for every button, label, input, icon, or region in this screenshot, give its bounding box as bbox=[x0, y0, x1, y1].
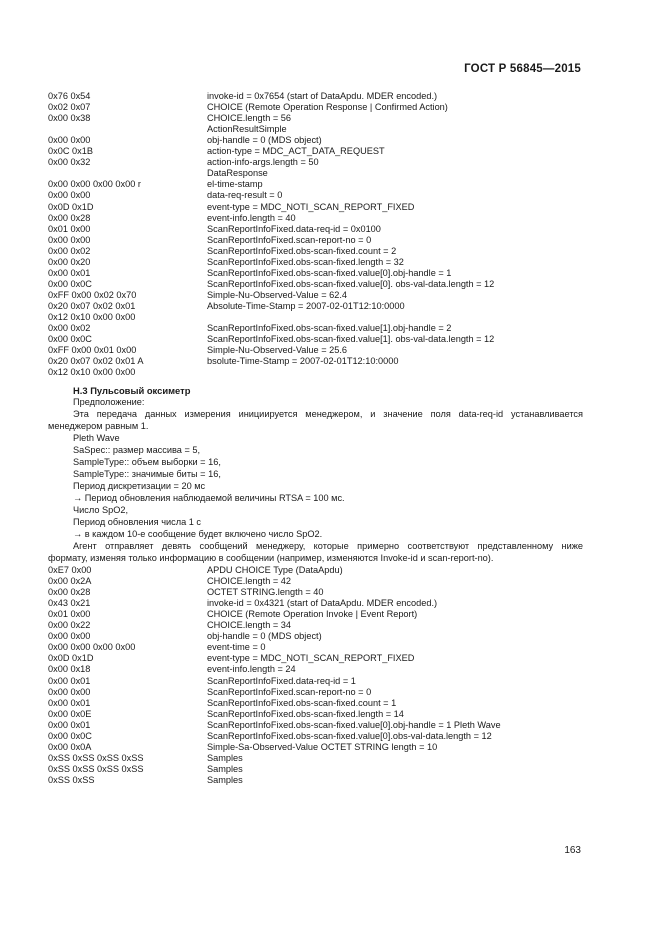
sa-spec-line: SaSpec:: размер массива = 5, bbox=[73, 445, 201, 455]
hex-bytes: 0x00 0x0C bbox=[48, 334, 92, 345]
hex-bytes: 0x01 0x00 bbox=[48, 609, 91, 620]
hex-bytes: 0x00 0x38 bbox=[48, 113, 91, 124]
hex-bytes: 0x12 0x10 0x00 0x00 bbox=[48, 367, 136, 378]
hex-bytes: 0x00 0x2A bbox=[48, 576, 92, 587]
hex-bytes: 0x00 0x0E bbox=[48, 708, 92, 719]
hex-bytes: 0xSS 0xSS bbox=[48, 774, 95, 785]
field-description: event-info.length = 40 bbox=[207, 212, 296, 223]
field-description: bsolute-Time-Stamp = 2007-02-01T12:10:0000 bbox=[207, 356, 399, 367]
hex-bytes: 0x00 0x01 bbox=[48, 719, 91, 730]
every-10th-line: → в каждом 10-е сообщение будет включено число SpO2. bbox=[73, 529, 323, 539]
field-description: CHOICE.length = 42 bbox=[207, 576, 292, 587]
field-description: ScanReportInfoFixed.obs-scan-fixed.count = 1 bbox=[207, 697, 397, 708]
intro-paragraph-line-2: менеджером равным 1. bbox=[48, 421, 149, 431]
field-description: invoke-id = 0x4321 (start of DataApdu. MDER encoded.) bbox=[207, 598, 438, 609]
hex-bytes: 0xFF 0x00 0x01 0x00 bbox=[48, 345, 137, 356]
field-description: ScanReportInfoFixed.obs-scan-fixed.value[0].obj-handle = 1 Pleth Wave bbox=[207, 719, 501, 730]
pleth-wave-label: Pleth Wave bbox=[73, 433, 120, 443]
field-description: ScanReportInfoFixed.obs-scan-fixed.value[1]. obs-val-data.length = 12 bbox=[207, 334, 495, 345]
hex-bytes: 0x00 0x32 bbox=[48, 157, 91, 168]
agent-paragraph-line-2: формату, изменяя только информацию в сообщении (например, изменяются Invoke-id и scan-report-no). bbox=[48, 553, 494, 563]
hex-bytes: 0x00 0x01 bbox=[48, 267, 91, 278]
field-description: OCTET STRING.length = 40 bbox=[207, 587, 324, 598]
hex-bytes: 0x00 0x00 bbox=[48, 135, 91, 146]
hex-bytes: 0x00 0x02 bbox=[48, 323, 91, 334]
field-description: ScanReportInfoFixed.obs-scan-fixed.length = 32 bbox=[207, 256, 404, 267]
sampling-period-line: Период дискретизации = 20 мс bbox=[73, 481, 206, 491]
rtsa-line: → Период обновления наблюдаемой величины RTSA = 100 мс. bbox=[73, 493, 345, 503]
field-description: Simple-Nu-Observed-Value = 25.6 bbox=[207, 345, 348, 356]
field-description: ScanReportInfoFixed.obs-scan-fixed.count = 2 bbox=[207, 245, 397, 256]
hex-bytes: 0x01 0x00 bbox=[48, 223, 91, 234]
field-description: data-req-result = 0 bbox=[207, 190, 283, 201]
sample-type-line-2: SampleType:: значимые биты = 16, bbox=[73, 469, 221, 479]
hex-bytes: 0x12 0x10 0x00 0x00 bbox=[48, 312, 136, 322]
hex-bytes: 0x0D 0x1D bbox=[48, 653, 94, 664]
section-heading: Н.3 Пульсовый оксиметр bbox=[73, 385, 191, 396]
hex-bytes: 0x43 0x21 bbox=[48, 598, 91, 609]
field-description: CHOICE.length = 56 bbox=[207, 113, 292, 124]
field-description: event-type = MDC_NOTI_SCAN_REPORT_FIXED bbox=[207, 201, 415, 212]
field-description: ScanReportInfoFixed.data-req-id = 1 bbox=[207, 675, 356, 686]
hex-bytes: 0x00 0x00 0x00 0x00 bbox=[48, 642, 136, 653]
spo2-label: Число SpO2, bbox=[73, 505, 129, 515]
hex-bytes: 0x00 0x00 0x00 0x00 r bbox=[48, 179, 141, 190]
field-description: event-time = 0 bbox=[207, 642, 266, 653]
hex-bytes: 0x0C 0x1B bbox=[48, 146, 93, 157]
field-description: Samples bbox=[207, 774, 243, 785]
hex-bytes: 0x00 0x01 bbox=[48, 675, 91, 686]
page-number: 163 bbox=[564, 845, 581, 856]
field-description: Absolute-Time-Stamp = 2007-02-01T12:10:0000 bbox=[207, 300, 405, 311]
hex-bytes: 0x00 0x00 bbox=[48, 686, 91, 697]
hex-bytes: 0x00 0x00 bbox=[48, 234, 91, 245]
field-description: event-info.length = 24 bbox=[207, 664, 296, 675]
hex-bytes: 0x00 0x00 bbox=[48, 190, 91, 201]
assumption-label: Предположение: bbox=[73, 397, 145, 407]
hex-bytes: 0x20 0x07 0x02 0x01 A bbox=[48, 356, 144, 367]
hex-bytes: 0xFF 0x00 0x02 0x70 bbox=[48, 289, 137, 300]
agent-paragraph-line-1: Агент отправляет девять сообщений менеджеру, которые примерно соответствуют представленному ниже bbox=[73, 541, 583, 551]
hex-bytes: 0x00 0x02 bbox=[48, 245, 91, 256]
field-description: invoke-id = 0x7654 (start of DataApdu. MDER encoded.) bbox=[207, 91, 438, 101]
field-description: ScanReportInfoFixed.scan-report-no = 0 bbox=[207, 686, 372, 697]
hex-bytes: 0x00 0x22 bbox=[48, 620, 91, 631]
field-description: Samples bbox=[207, 763, 243, 774]
field-description: obj-handle = 0 (MDS object) bbox=[207, 631, 322, 642]
field-description: CHOICE (Remote Operation Response | Confirmed Action) bbox=[207, 102, 448, 113]
field-description: Simple-Sa-Observed-Value OCTET STRING length = 10 bbox=[207, 741, 438, 752]
field-description: APDU CHOICE Type (DataApdu) bbox=[207, 565, 343, 575]
hex-bytes: 0x00 0x0C bbox=[48, 278, 92, 289]
field-description: action-info-args.length = 50 bbox=[207, 157, 319, 168]
hex-bytes: 0x00 0x18 bbox=[48, 664, 91, 675]
field-description: ScanReportInfoFixed.obs-scan-fixed.length = 14 bbox=[207, 708, 404, 719]
hex-bytes: 0x76 0x54 bbox=[48, 91, 91, 101]
field-description: ScanReportInfoFixed.obs-scan-fixed.value[0]. obs-val-data.length = 12 bbox=[207, 278, 495, 289]
field-description: event-type = MDC_NOTI_SCAN_REPORT_FIXED bbox=[207, 653, 415, 664]
hex-bytes: 0xSS 0xSS 0xSS 0xSS bbox=[48, 752, 144, 763]
hex-bytes: 0x00 0x01 bbox=[48, 697, 91, 708]
field-description: ActionResultSimple bbox=[207, 124, 287, 135]
intro-paragraph-line-1: Эта передача данных измерения инициируется менеджером, и значение поля data-req-id устанавливается bbox=[73, 409, 583, 419]
field-description: Simple-Nu-Observed-Value = 62.4 bbox=[207, 289, 348, 300]
field-description: action-type = MDC_ACT_DATA_REQUEST bbox=[207, 146, 385, 157]
field-description: CHOICE.length = 34 bbox=[207, 620, 292, 631]
hex-bytes: 0xSS 0xSS 0xSS 0xSS bbox=[48, 763, 144, 774]
field-description: ScanReportInfoFixed.obs-scan-fixed.value[1].obj-handle = 2 bbox=[207, 323, 452, 334]
hex-bytes: 0x00 0x20 bbox=[48, 256, 91, 267]
hex-bytes: 0x00 0x28 bbox=[48, 587, 91, 598]
spo2-period-line: Период обновления числа 1 с bbox=[73, 517, 201, 527]
hex-bytes: 0x00 0x00 bbox=[48, 631, 91, 642]
hex-bytes: 0x00 0x28 bbox=[48, 212, 91, 223]
hex-bytes: 0x0D 0x1D bbox=[48, 201, 94, 212]
field-description: ScanReportInfoFixed.data-req-id = 0x0100 bbox=[207, 223, 381, 234]
field-description: ScanReportInfoFixed.obs-scan-fixed.value[0].obs-val-data.length = 12 bbox=[207, 730, 492, 741]
field-description: Samples bbox=[207, 752, 243, 763]
field-description: ScanReportInfoFixed.obs-scan-fixed.value[0].obj-handle = 1 bbox=[207, 267, 452, 278]
hex-bytes: 0x20 0x07 0x02 0x01 bbox=[48, 300, 136, 311]
field-description: DataResponse bbox=[207, 168, 268, 179]
field-description: CHOICE (Remote Operation Invoke | Event Report) bbox=[207, 609, 418, 620]
hex-bytes: 0x02 0x07 bbox=[48, 102, 91, 113]
field-description: el-time-stamp bbox=[207, 179, 263, 190]
hex-bytes: 0x00 0x0A bbox=[48, 741, 92, 752]
field-description: ScanReportInfoFixed.scan-report-no = 0 bbox=[207, 234, 372, 245]
hex-bytes: 0x00 0x0C bbox=[48, 730, 92, 741]
sample-type-line-1: SampleType:: объем выборки = 16, bbox=[73, 457, 221, 467]
document-header: ГОСТ Р 56845—2015 bbox=[464, 63, 581, 75]
hex-bytes: 0xE7 0x00 bbox=[48, 565, 92, 575]
field-description: obj-handle = 0 (MDS object) bbox=[207, 135, 322, 146]
